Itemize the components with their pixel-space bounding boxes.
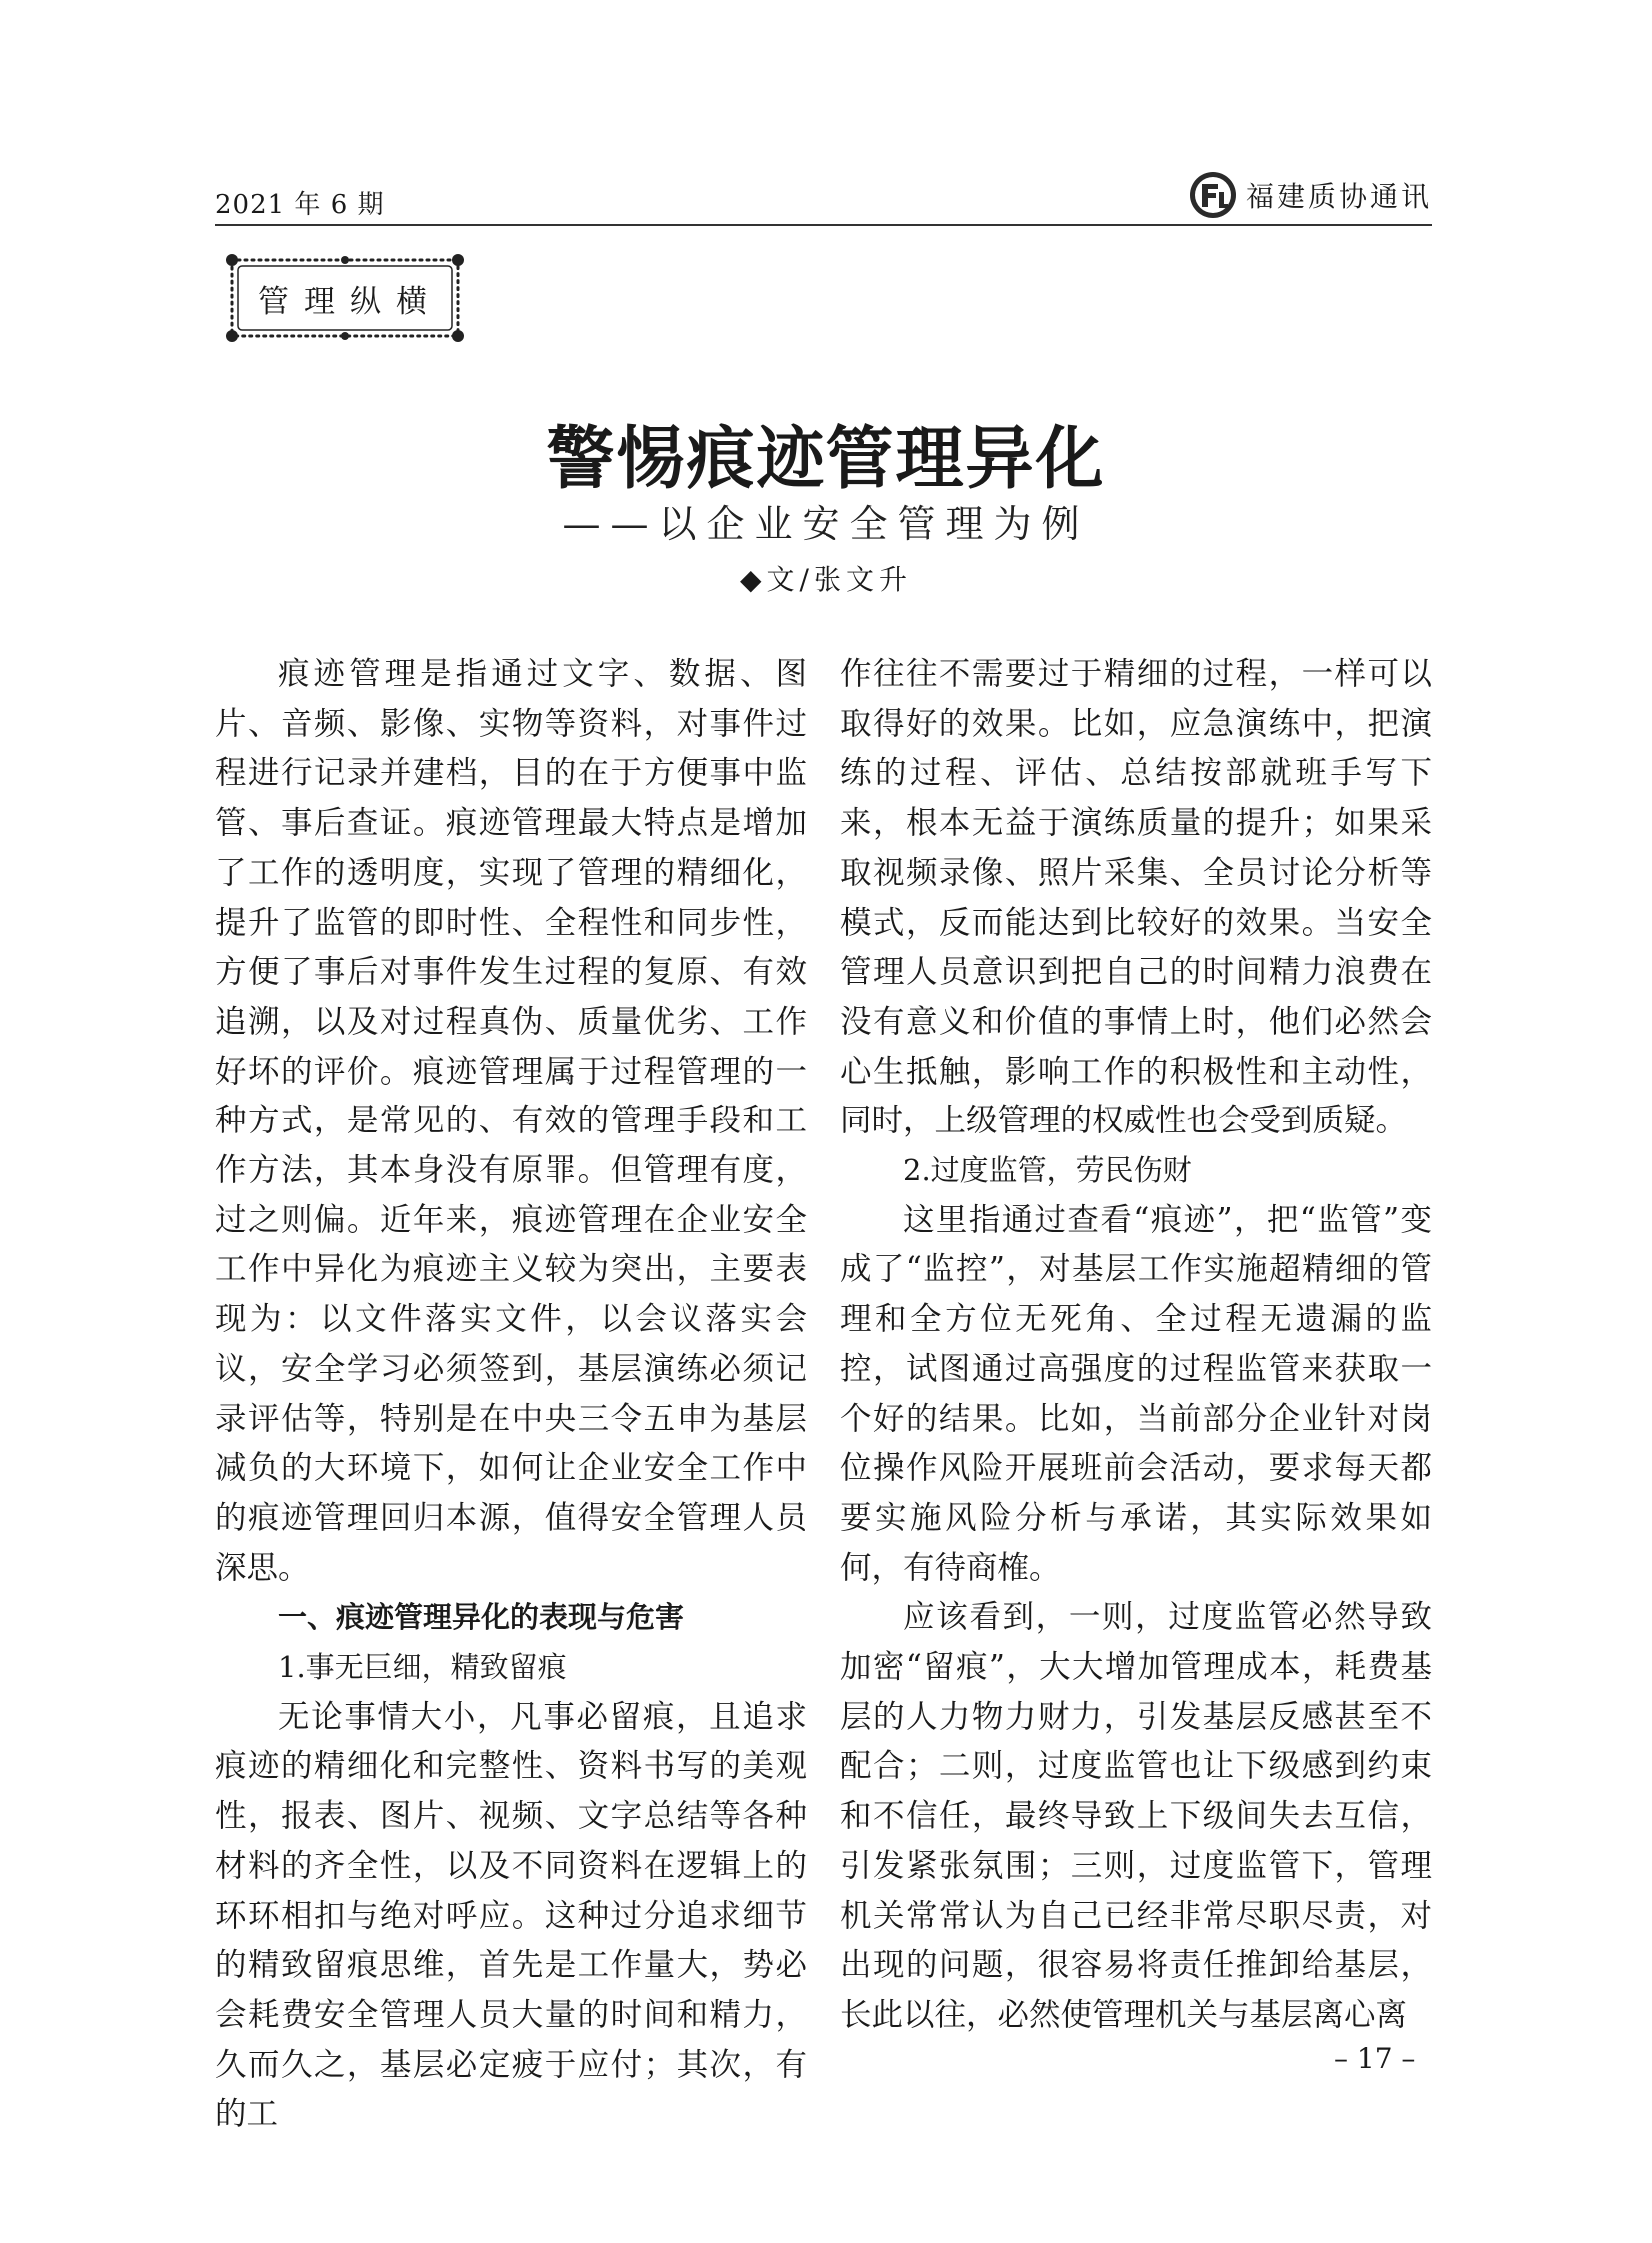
paragraph: 作往往不需要过于精细的过程，一样可以取得好的效果。比如，应急演练中，把演练的过程、评估、总结按部就班手写下来，根本无益于演练质量的提升；如果采取视频录像、照片采集、全员讨论分析等模式，反而能达到比较好的效果。当安全管理人员意识到把自己的时间精力浪费在没有意义和价值的事情上时，他们必然会心生抵触，影响工作的积极性和主动性，同时，上级管理的权威性也会受到质疑。: [840, 656, 1432, 1139]
paragraph: 应该看到，一则，过度监管必然导致加密“留痕”，大大增加管理成本，耗费基层的人力物力财力，引发基层反感甚至不配合；二则，过度监管也让下级感到约束和不信任，最终导致上下级间失去互信，引发紧张氛围；三则，过度监管下，管理机关常常认为自己已经非常尽职尽责，对出现的问题，很容易将责任推卸给基层，长此以往，必然使管理机关与基层离心离: [840, 1599, 1432, 2033]
subsection-heading: 2.过度监管，劳民伤财: [903, 1153, 1192, 1188]
page-number: – 17 –: [1334, 2042, 1416, 2075]
page-header: [215, 178, 1432, 226]
section-heading: 一、痕迹管理异化的表现与危害: [278, 1600, 685, 1635]
right-column: [840, 650, 1432, 2041]
column-tag-label: 管理纵横: [258, 283, 442, 320]
article-subtitle: ——以企业安全管理为例: [562, 502, 1090, 546]
left-column: [215, 650, 807, 2140]
article-author: ◆文/张文升: [740, 563, 912, 596]
journal-name: 福建质协通讯: [1245, 180, 1432, 213]
paragraph: 痕迹管理是指通过文字、数据、图片、音频、影像、实物等资料，对事件过程进行记录并建档，目的在于方便事中监管、事后查证。痕迹管理最大特点是增加了工作的透明度，实现了管理的精细化，提升了监管的即时性、全程性和同步性，方便了事后对事件发生过程的复原、有效追溯，以及对过程真伪、质量优劣、工作好坏的评价。痕迹管理属于过程管理的一种方式，是常见的、有效的管理手段和工作方法，其本身没有原罪。但管理有度，过之则偏。近年来，痕迹管理在企业安全工作中异化为痕迹主义较为突出，主要表现为：以文件落实文件，以会议落实会议，安全学习必须签到，基层演练必须记录评估等，特别是在中央三令五申为基层减负的大环境下，如何让企业安全工作中的痕迹管理回归本源，值得安全管理人员深思。: [215, 656, 807, 1586]
column-tag: [222, 250, 468, 346]
paragraph: 无论事情大小，凡事必留痕，且追求痕迹的精细化和完整性、资料书写的美观性，报表、图片、视频、文字总结等各种材料的齐全性，以及不同资料在逻辑上的环环相扣与绝对呼应。这种过分追求细节的精致留痕思维，首先是工作量大，势必会耗费安全管理人员大量的时间和精力，久而久之，基层必定疲于应付；其次，有的工: [215, 1698, 807, 2133]
subsection-heading: 1.事无巨细，精致留痕: [278, 1650, 567, 1685]
journal-brand: [1188, 170, 1432, 220]
article-title: 警惕痕迹管理异化: [546, 420, 1106, 499]
issue-label: 2021 年 6 期: [215, 190, 385, 220]
fujian-quality-association-logo-icon: [1188, 170, 1238, 220]
paragraph: 这里指通过查看“痕迹”，把“监管”变成了“监控”，对基层工作实施超精细的管理和全方位无死角、全过程无遗漏的监控，试图通过高强度的过程监管来获取一个好的结果。比如，当前部分企业针对岗位操作风险开展班前会活动，要求每天都要实施风险分析与承诺，其实际效果如何，有待商榷。: [840, 1201, 1432, 1586]
